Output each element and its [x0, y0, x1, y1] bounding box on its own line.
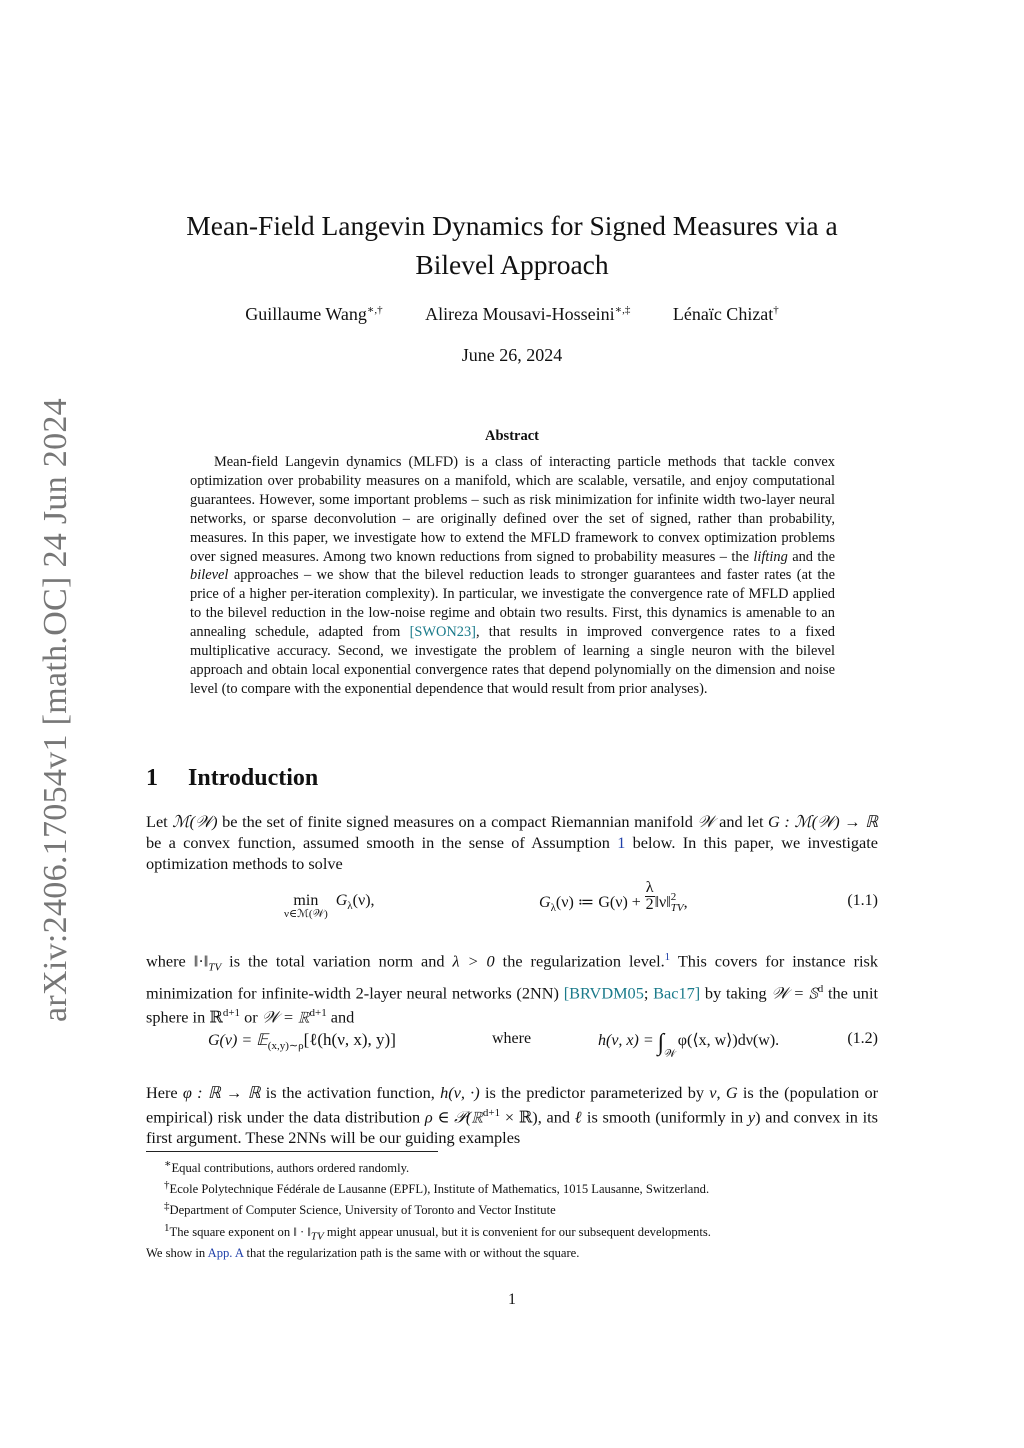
author-1: Guillaume Wang∗,†: [245, 304, 383, 324]
paragraph-2: where $‖\cdot‖_{TV}$ is the total variation norm and λ > 0 the regularization level.$^1$ This covers for instance risk minimization for infinite-width 2-layer neural networks (2NN) [BRVDM05; Bac17] by taking 𝒲 = 𝕊$^d$ the unit sphere in ℝ$^{d+1}$ or 𝒲 = ℝ$^{d+1}$ and: [146, 951, 879, 1027]
citation-link-brvdm05[interactable]: [BRVDM05: [563, 983, 644, 1003]
footnote-ref-1[interactable]: 1: [664, 951, 671, 963]
section-number: 1: [146, 765, 158, 791]
author-list: [146, 303, 878, 325]
page-number: 1: [508, 1291, 516, 1308]
paper-date: June 26, 2024: [461, 345, 563, 365]
integral-sign: ∫: [657, 1030, 665, 1056]
paragraph-1: Let ℳ(𝒲) be the set of finite signed measures on a compact Riemannian manifold 𝒲 and let G : ℳ(𝒲) → ℝ be a convex function, assumed smooth in the sense of Assumption 1 below. In this paper, we investigate optimization methods to solve: [146, 812, 878, 873]
footnote-1-continued: We show in App. A that the regularization path is the same with or without the square.: [146, 1246, 580, 1261]
abstract-heading: Abstract: [485, 428, 539, 444]
arxiv-identifier: arXiv:2406.17054v1 [math.OC] 24 Jun 2024: [37, 398, 74, 1022]
assumption-ref-link[interactable]: 1: [617, 833, 626, 852]
equation-number-1-1: (1.1): [847, 892, 878, 909]
author-3: Lénaïc Chizat†: [672, 304, 779, 324]
footnote-divider: [146, 1151, 438, 1152]
paragraph-3: Here φ : ℝ → ℝ is the activation function, h(ν, ·) is the predictor parameterized by ν, G is the (population or empirical) risk under the data distribution ρ ∈ 𝒫(ℝ$^{d+1}$ × ℝ), and ℓ is smooth (uniformly in y) and convex in its first argument. These 2NNs will be our guiding examples: [146, 1083, 879, 1148]
fraction-lambda-over-2: $\frac{\lambda}{2}$: [645, 878, 654, 913]
footnote-equal-contribution: ∗Equal contributions, authors ordered randomly.: [164, 1158, 410, 1176]
title-line-1: Mean-Field Langevin Dynamics for Signed Measures via a: [186, 210, 838, 241]
arxiv-sidebar: [36, 398, 76, 1022]
section-heading: [146, 765, 318, 792]
equation-1-1: min ν∈ℳ(𝒲) $G_\lambda(\nu)$, $G_\lambda(\nu)$ ≔ G(ν) + $\frac{\lambda}{2}$ ‖ν‖ 2 TV , (1.1): [284, 878, 878, 920]
paper-title: [146, 206, 878, 284]
footnote-epfl: †Ecole Polytechnique Fédérale de Lausanne (EPFL), Institute of Mathematics, 1015 Lausanne, Switzerland.: [164, 1179, 710, 1197]
section-title: Introduction: [188, 765, 319, 791]
equation-1-2: G(ν) = 𝔼$_{(x,y)\sim\rho}$[ℓ(h(ν, x), y)] where h(ν, $x) = \int_𝒲\varphi(⟨x$, w⟩)dν(w). (1.2): [208, 1030, 878, 1060]
footnote-toronto: ‡Department of Computer Science, University of Toronto and Vector Institute: [164, 1200, 556, 1218]
abstract-body: Mean-field Langevin dynamics (MLFD) is a class of interacting particle methods that tackle convex optimization over probability measures on a manifold, which are scalable, versatile, and enjoy computational guarantees. However, some important problems – such as risk minimization for infinite width two-layer neural networks, or sparse deconvolution – are originally defined over the set of signed, rather than probability, measures. In this paper, we investigate how to extend the MFLD framework to convex optimization problems over signed measures. Among two known reductions from signed to probability measures – the lifting and the bilevel approaches – we show that the bilevel reduction leads to stronger guarantees and faster rates (at the price of a higher per-iteration complexity). In particular, we investigate the convergence rate of MFLD applied to the bilevel reduction in the low-noise regime and obtain two results. First, this dynamics is amenable to an annealing schedule, adapted from [SWON23], that results in improved convergence rates to a fixed multiplicative accuracy. Second, we investigate the problem of learning a single neuron with the bilevel approach and obtain local exponential convergence rates that depend polynomially on the dimension and noise level (to compare with the exponential dependence that would result from prior analyses).: [190, 454, 836, 697]
equation-number-1-2: (1.2): [847, 1030, 878, 1047]
author-2: Alireza Mousavi-Hosseini∗,‡: [425, 304, 631, 324]
title-line-2: Bilevel Approach: [415, 249, 609, 280]
citation-link-bac17[interactable]: Bac17]: [653, 983, 701, 1003]
citation-link-swon23[interactable]: [SWON23]: [409, 624, 476, 641]
footnote-1: $^1$The square exponent on ‖ · $‖_{TV}$ might appear unusual, but it is convenient for our subsequent developments.: [164, 1221, 711, 1243]
footnotes: [146, 1156, 878, 1262]
appendix-a-link[interactable]: App. A: [207, 1246, 244, 1261]
